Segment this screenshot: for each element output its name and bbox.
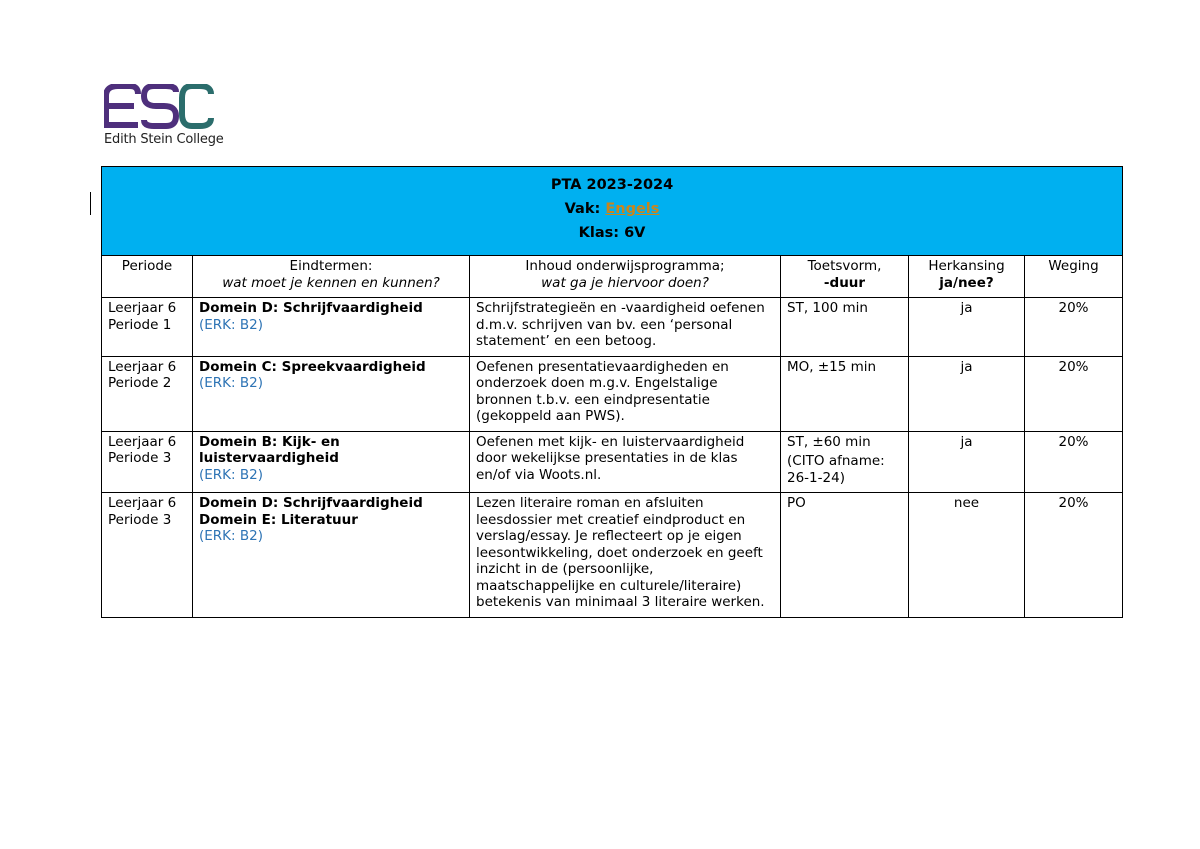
text-cursor xyxy=(90,192,91,215)
cell-herkansing: nee xyxy=(909,493,1025,618)
cell-eindtermen: Domein D: Schrijfvaardigheid Domein E: Literatuur (ERK: B2) xyxy=(193,493,470,618)
col-periode: Periode xyxy=(102,256,193,298)
vak-value: Engels xyxy=(605,201,660,217)
vak-line xyxy=(108,197,1116,221)
pta-table xyxy=(101,166,1123,618)
cell-toetsvorm: ST, ±60 min (CITO afname: 26-1-24) xyxy=(781,431,909,493)
cell-toetsvorm: ST, 100 min xyxy=(781,298,909,357)
cell-periode: Leerjaar 6 Periode 1 xyxy=(102,298,193,357)
column-headers xyxy=(102,256,1123,298)
cell-eindtermen: Domein C: Spreekvaardigheid (ERK: B2) xyxy=(193,356,470,431)
cell-toetsvorm: MO, ±15 min xyxy=(781,356,909,431)
pta-title: PTA 2023-2024 xyxy=(550,177,674,193)
cell-periode: Leerjaar 6 Periode 3 xyxy=(102,431,193,493)
col-eindtermen: Eindtermen: wat moet je kennen en kunnen? xyxy=(193,256,470,298)
cell-eindtermen: Domein D: Schrijfvaardigheid (ERK: B2) xyxy=(193,298,470,357)
col-weging: Weging xyxy=(1025,256,1123,298)
school-logo xyxy=(104,84,244,154)
col-inhoud: Inhoud onderwijsprogramma; wat ga je hiervoor doen? xyxy=(470,256,781,298)
cell-weging: 20% xyxy=(1025,298,1123,357)
cell-inhoud: Lezen literaire roman en afsluiten leesdossier met creatief eindproduct en verslag/essay. Je reflecteert op je eigen leesontwikkeling, doet onderzoek en geeft inzicht in de (persoonlijke, maatschappelijke en culturele/literaire) betekenis van minimaal 3 literaire werken. xyxy=(470,493,781,618)
cell-weging: 20% xyxy=(1025,493,1123,618)
pta-header xyxy=(102,167,1123,256)
esc-logo-mark xyxy=(104,84,214,130)
table-row xyxy=(102,431,1123,493)
cell-weging: 20% xyxy=(1025,356,1123,431)
logo-school-name: Edith Stein College xyxy=(104,132,224,147)
cell-inhoud: Oefenen presentatievaardigheden en onderzoek doen m.g.v. Engelstalige bronnen t.b.v. een eindpresentatie (gekoppeld aan PWS). xyxy=(470,356,781,431)
cell-periode: Leerjaar 6 Periode 3 xyxy=(102,493,193,618)
col-herkansing: Herkansing ja/nee? xyxy=(909,256,1025,298)
cell-herkansing: ja xyxy=(909,356,1025,431)
vak-label: Vak: xyxy=(564,201,601,217)
cell-periode: Leerjaar 6 Periode 2 xyxy=(102,356,193,431)
cell-herkansing: ja xyxy=(909,298,1025,357)
cell-weging: 20% xyxy=(1025,431,1123,493)
table-row xyxy=(102,493,1123,618)
cell-inhoud: Schrijfstrategieën en -vaardigheid oefenen d.m.v. schrijven van bv. een ‘personal statement’ en een betoog. xyxy=(470,298,781,357)
cell-toetsvorm: PO xyxy=(781,493,909,618)
col-toetsvorm: Toetsvorm, -duur xyxy=(781,256,909,298)
klas-line: Klas: 6V xyxy=(578,225,646,241)
cell-herkansing: ja xyxy=(909,431,1025,493)
cell-eindtermen: Domein B: Kijk- en luistervaardigheid (ERK: B2) xyxy=(193,431,470,493)
table-row xyxy=(102,298,1123,357)
table-header-row xyxy=(102,167,1123,256)
table-row xyxy=(102,356,1123,431)
cell-inhoud: Oefenen met kijk- en luistervaardigheid door wekelijkse presentaties in de klas en/of via Woots.nl. xyxy=(470,431,781,493)
